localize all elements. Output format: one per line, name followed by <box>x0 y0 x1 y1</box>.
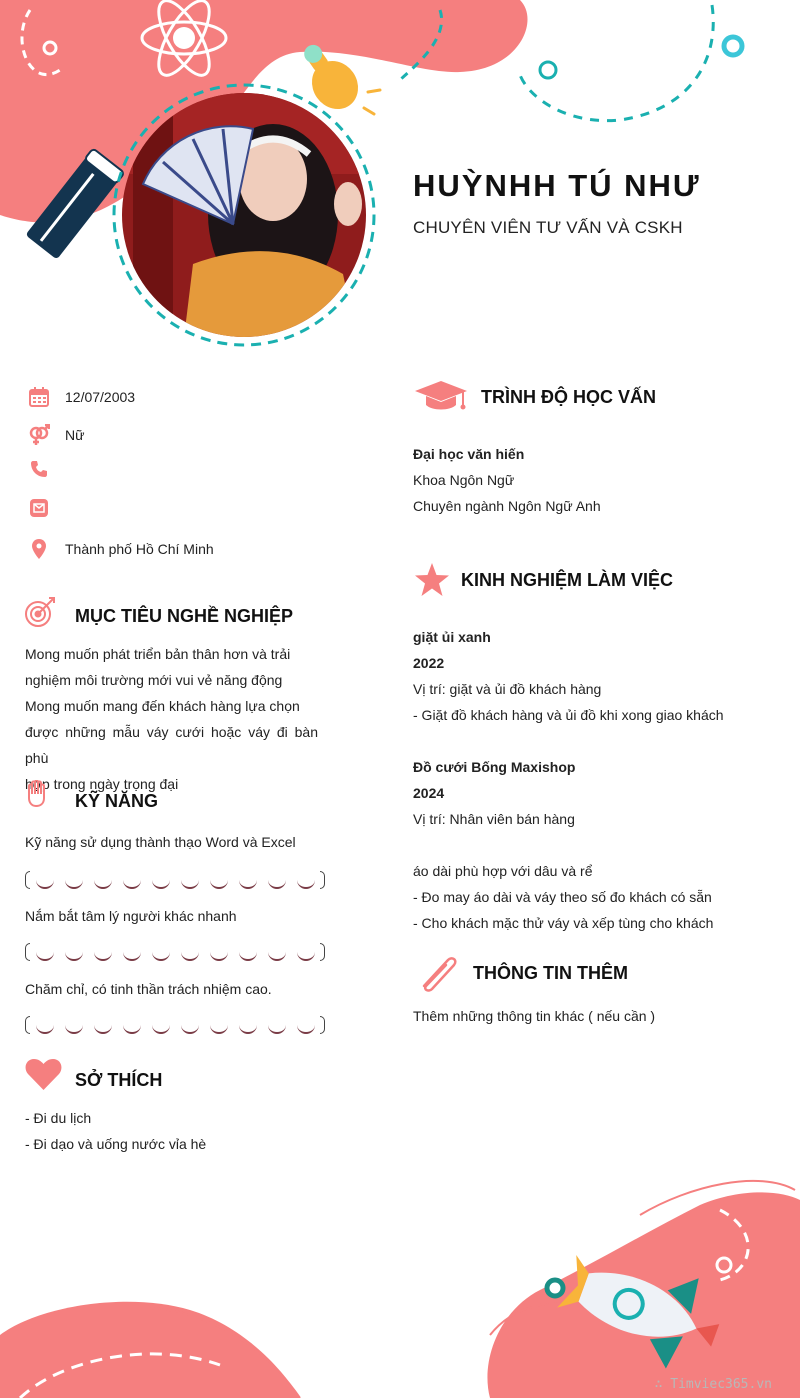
job-blank-line <box>413 832 713 858</box>
experience-title: KINH NGHIỆM LÀM VIỆC <box>461 570 674 590</box>
rating-dot <box>152 943 170 961</box>
hobby-item: - Đi dạo và uống nước vỉa hè <box>25 1136 207 1152</box>
skills-title: KỸ NĂNG <box>75 791 159 811</box>
rating-bracket <box>320 1016 325 1034</box>
gender-icon <box>28 424 50 446</box>
candidate-role: CHUYÊN VIÊN TƯ VẤN VÀ CSKH <box>413 218 683 237</box>
email-icon <box>28 497 50 519</box>
rating-dot <box>268 1016 286 1034</box>
contact-gender <box>28 422 84 448</box>
skill-label: Kỹ năng sử dụng thành thạo Word và Excel <box>25 834 296 850</box>
target-icon <box>24 596 58 630</box>
skill-rating <box>25 942 325 962</box>
rating-dot <box>210 1016 228 1034</box>
rating-dot <box>297 1016 315 1034</box>
job-detail: áo dài phù hợp với dâu và rể <box>413 863 593 879</box>
skill-label: Chăm chỉ, có tinh thần trách nhiệm cao. <box>25 981 272 997</box>
skill-rating <box>25 1015 325 1035</box>
hobbies-title: SỞ THÍCH <box>75 1070 163 1090</box>
objective-line: hợp trong ngày trọng đại <box>25 776 179 792</box>
contact-email <box>28 495 65 521</box>
phone-icon <box>28 458 50 480</box>
rating-dot <box>268 871 286 889</box>
location-pin-icon <box>28 538 50 560</box>
rating-bracket <box>25 1016 30 1034</box>
skill-rating <box>25 870 325 890</box>
rating-bracket <box>320 943 325 961</box>
skill-label: Nắm bắt tâm lý người khác nhanh <box>25 908 237 924</box>
rating-dot <box>210 943 228 961</box>
education-block <box>413 441 601 519</box>
fist-icon <box>26 780 48 810</box>
heart-icon <box>25 1058 62 1090</box>
rating-bracket <box>25 871 30 889</box>
rating-bracket <box>320 871 325 889</box>
rating-dot <box>181 871 199 889</box>
rating-dot <box>239 943 257 961</box>
star-icon <box>414 563 450 597</box>
contact-phone <box>28 456 65 482</box>
job-entry <box>413 754 713 936</box>
objective-line: được những mẫu váy cưới hoặc váy đi bàn phù <box>25 724 318 766</box>
candidate-name: HUỲNHH TÚ NHƯ <box>413 168 701 203</box>
footer-decoration <box>0 1160 800 1398</box>
paperclip-icon <box>416 952 460 994</box>
job-position: Vị trí: Nhân viên bán hàng <box>413 811 575 827</box>
birthday-value: 12/07/2003 <box>65 389 136 405</box>
objective-line: Mong muốn phát triển bản thân hơn và trải <box>25 646 291 662</box>
hobbies-list <box>25 1105 206 1157</box>
profile-photo <box>113 84 375 346</box>
rating-dot <box>65 871 83 889</box>
rating-dot <box>36 1016 54 1034</box>
job-detail: - Giặt đồ khách hàng và ủi đồ khi xong giao khách <box>413 707 724 723</box>
job-detail: - Đo may áo dài và váy theo số đo khách có sẵn <box>413 889 712 905</box>
rating-dot <box>297 871 315 889</box>
job-company: giặt ủi xanh <box>413 629 491 645</box>
rating-dot <box>297 943 315 961</box>
rating-dot <box>36 943 54 961</box>
contact-birthday <box>28 384 135 410</box>
rating-dot <box>123 1016 141 1034</box>
rating-dot <box>239 1016 257 1034</box>
contact-address <box>28 536 214 562</box>
objective-text <box>25 641 318 797</box>
rating-dot <box>239 871 257 889</box>
gender-value: Nữ <box>65 427 85 443</box>
rating-bracket <box>25 943 30 961</box>
rating-dot <box>210 871 228 889</box>
hobby-item: - Đi du lịch <box>25 1110 92 1126</box>
rating-dot <box>36 871 54 889</box>
job-entry <box>413 624 724 728</box>
rating-dot <box>94 1016 112 1034</box>
rating-dot <box>152 871 170 889</box>
rating-dot <box>123 871 141 889</box>
rating-dot <box>65 943 83 961</box>
job-year: 2024 <box>413 785 445 801</box>
extra-text: Thêm những thông tin khác ( nếu cần ) <box>413 1008 656 1024</box>
graduation-cap-icon <box>414 380 468 412</box>
major: Chuyên ngành Ngôn Ngữ Anh <box>413 498 601 514</box>
rating-dot <box>181 1016 199 1034</box>
rating-dot <box>268 943 286 961</box>
job-year: 2022 <box>413 655 445 671</box>
job-company: Đồ cưới Bống Maxishop <box>413 759 576 775</box>
rating-dot <box>152 1016 170 1034</box>
rating-dot <box>181 943 199 961</box>
school-name: Đại học văn hiến <box>413 446 525 462</box>
job-position: Vị trí: giặt và ủi đồ khách hàng <box>413 681 602 697</box>
address-value: Thành phố Hồ Chí Minh <box>65 541 214 557</box>
objective-line: Mong muốn mang đến khách hàng lựa chọn <box>25 698 300 714</box>
rating-dot <box>65 1016 83 1034</box>
watermark: ∴ Timviec365.vn <box>654 1377 772 1392</box>
objective-title: MỤC TIÊU NGHỀ NGHIỆP <box>75 606 294 626</box>
objective-line: nghiệm môi trường mới vui vẻ năng động <box>25 672 283 688</box>
rating-dot <box>94 871 112 889</box>
faculty: Khoa Ngôn Ngữ <box>413 472 515 488</box>
job-detail: - Cho khách mặc thử váy và xếp tùng cho khách <box>413 915 714 931</box>
education-title: TRÌNH ĐỘ HỌC VẤN <box>481 387 656 407</box>
calendar-icon <box>28 386 50 408</box>
extra-title: THÔNG TIN THÊM <box>473 963 628 983</box>
rating-dot <box>94 943 112 961</box>
rating-dot <box>123 943 141 961</box>
